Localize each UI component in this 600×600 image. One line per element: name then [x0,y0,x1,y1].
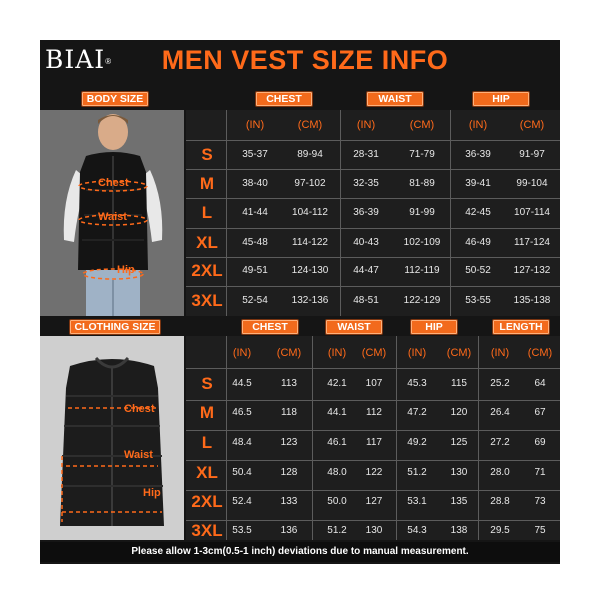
clothing_size-size-label: 3XL [191,521,223,540]
clothing-hip-callout: Hip [143,487,161,499]
clothing_size-cell-value: 135 [450,496,468,507]
clothing_size-cell-value: 25.2 [490,378,510,389]
brand-logo [45,45,113,74]
body_size-cell-value: 102-109 [403,237,441,248]
body-waist-callout: Waist [98,211,127,223]
body_size-unit-header: (CM) [409,119,435,131]
body_size-size-label: XL [196,233,218,252]
clothing_size-cell-value: 50.4 [232,467,252,478]
page-title: MEN VEST SIZE INFO [161,45,449,75]
clothing_size-cell-value: 107 [365,378,383,389]
body-chest-header: CHEST [256,92,312,106]
body_size-row-divider [186,257,560,258]
clothing_size-cell-value: 133 [280,496,298,507]
clothing_size-cell-value: 136 [280,525,298,536]
body_size-cell-value: 114-122 [292,237,328,248]
clothing_size-cell-value: 67 [534,407,546,418]
body_size-cell-value: 35-37 [242,149,268,160]
body_size-cell-value: 117-124 [514,237,550,248]
clothing_size-cell-value: 51.2 [407,467,427,478]
body_size-row-divider [186,140,560,141]
body-chest-callout: Chest [98,177,129,189]
clothing_size-cell-value: 46.5 [232,407,252,418]
body_size-cell-value: 52-54 [242,295,268,306]
clothing_size-cell-value: 44.1 [327,407,347,418]
clothing_size-cell-value: 53.1 [407,496,427,507]
body_size-unit-header: (CM) [519,119,545,131]
clothing_size-cell-value: 49.2 [407,437,427,448]
clothing_size-cell-value: 47.2 [407,407,427,418]
body_size-cell-value: 44-47 [353,265,379,276]
footer-note: Please allow 1-3cm(0.5-1 inch) deviations due to manual measurement. [40,542,560,562]
clothing_size-size-label: S [201,374,213,393]
body_size-row-divider [186,198,560,199]
body_size-cell-value: 40-43 [353,237,379,248]
body_size-cell-value: 32-35 [353,178,379,189]
clothing_size-cell-value: 28.8 [490,496,510,507]
body_size-cell-value: 135-138 [513,295,551,306]
clothing_size-cell-value: 75 [534,525,546,536]
clothing_size-cell-value: 71 [534,467,546,478]
clothing_size-size-label: L [201,433,213,452]
clothing_size-cell-value: 28.0 [490,467,510,478]
clothing_size-row-divider [186,490,560,491]
body_size-cell-value: 122-129 [403,295,441,306]
clothing-hip-header: HIP [411,320,457,334]
vest-illustration [40,336,184,540]
body_size-cell-value: 36-39 [465,149,491,160]
clothing_size-cell-value: 127 [365,496,383,507]
clothing-waist-callout: Waist [124,449,153,461]
clothing_size-size-label: 2XL [191,492,223,511]
body_size-cell-value: 42-45 [465,207,491,218]
clothing-size-label: CLOTHING SIZE [70,320,160,334]
clothing_size-cell-value: 53.5 [232,525,252,536]
clothing_size-cell-value: 48.0 [327,467,347,478]
body_size-cell-value: 91-97 [519,149,545,160]
clothing-chest-header: CHEST [242,320,298,334]
clothing_size-size-label: M [199,403,215,422]
body_size-cell-value: 99-104 [516,178,548,189]
clothing-length-header: LENGTH [493,320,549,334]
body_size-row-divider [186,169,560,170]
body_size-cell-value: 28-31 [353,149,379,160]
clothing_size-cell-value: 29.5 [490,525,510,536]
clothing_size-unit-header: (CM) [276,347,302,359]
body_size-cell-value: 50-52 [465,265,491,276]
body_size-cell-value: 104-112 [292,207,328,218]
body_size-cell-value: 91-99 [409,207,435,218]
body_size-size-label: 2XL [191,261,223,280]
body_size-unit-header: (IN) [468,119,488,131]
clothing_size-cell-value: 52.4 [232,496,252,507]
clothing_size-cell-value: 69 [534,437,546,448]
body-waist-header: WAIST [367,92,423,106]
body_size-cell-value: 81-89 [409,178,435,189]
body_size-row-divider [186,228,560,229]
clothing_size-cell-value: 27.2 [490,437,510,448]
body_size-cell-value: 38-40 [242,178,268,189]
clothing_size-unit-header: (CM) [446,347,472,359]
clothing_size-cell-value: 54.3 [407,525,427,536]
body_size-cell-value: 39-41 [465,178,491,189]
clothing_size-row-divider [186,400,560,401]
clothing_size-cell-value: 113 [281,378,297,389]
clothing_size-cell-value: 130 [450,467,468,478]
clothing_size-unit-header: (IN) [490,347,510,359]
clothing_size-cell-value: 64 [534,378,546,389]
clothing_size-cell-value: 26.4 [490,407,510,418]
clothing_size-cell-value: 46.1 [327,437,347,448]
clothing_size-unit-header: (CM) [361,347,387,359]
clothing_size-unit-header: (IN) [232,347,252,359]
brand-name: BIAI [45,45,106,74]
clothing_size-cell-value: 51.2 [327,525,347,536]
clothing_size-cell-value: 117 [366,437,382,448]
clothing_size-cell-value: 120 [450,407,468,418]
body_size-size-label: S [201,145,213,164]
clothing_size-cell-value: 123 [280,437,298,448]
body_size-cell-value: 48-51 [353,295,379,306]
body_size-size-label: 3XL [191,291,223,310]
body_size-cell-value: 107-114 [514,207,550,218]
body_size-cell-value: 36-39 [353,207,379,218]
body_size-unit-header: (IN) [356,119,376,131]
clothing_size-cell-value: 50.0 [327,496,347,507]
body_size-cell-value: 41-44 [242,207,268,218]
body_size-cell-value: 89-94 [297,149,323,160]
clothing_size-cell-value: 42.1 [327,378,347,389]
clothing_size-cell-value: 44.5 [232,378,252,389]
body_size-row-divider [186,286,560,287]
body-size-label: BODY SIZE [82,92,148,106]
clothing_size-cell-value: 73 [534,496,546,507]
body_size-cell-value: 124-130 [291,265,329,276]
clothing_size-cell-value: 128 [280,467,298,478]
vest-flat-photo [40,336,184,540]
body_size-cell-value: 46-49 [465,237,491,248]
body_size-size-label: M [199,174,215,193]
clothing_size-cell-value: 125 [450,437,468,448]
clothing_size-row-divider [186,460,560,461]
body_size-cell-value: 97-102 [294,178,326,189]
clothing_size-unit-header: (IN) [407,347,427,359]
body_size-unit-header: (IN) [245,119,265,131]
clothing-chest-callout: Chest [124,403,155,415]
body_size-cell-value: 132-136 [291,295,329,306]
brand-mark: ® [105,57,113,66]
clothing_size-cell-value: 122 [365,467,383,478]
clothing_size-cell-value: 48.4 [232,437,252,448]
clothing_size-row-divider [186,368,560,369]
clothing-waist-header: WAIST [326,320,382,334]
body-hip-header: HIP [473,92,529,106]
body_size-cell-value: 112-119 [404,265,440,276]
body_size-cell-value: 53-55 [465,295,491,306]
body-hip-callout: Hip [117,264,135,276]
clothing_size-cell-value: 138 [450,525,468,536]
clothing_size-cell-value: 45.3 [407,378,427,389]
clothing_size-cell-value: 112 [366,407,382,418]
clothing_size-unit-header: (IN) [327,347,347,359]
body_size-cell-value: 71-79 [409,149,435,160]
body_size-unit-header: (CM) [297,119,323,131]
clothing_size-cell-value: 115 [451,378,467,389]
clothing_size-unit-header: (CM) [527,347,553,359]
body_size-size-label: L [201,203,213,222]
clothing_size-row-divider [186,430,560,431]
body_size-cell-value: 49-51 [242,265,268,276]
clothing_size-cell-value: 118 [281,407,297,418]
body_size-cell-value: 127-132 [513,265,551,276]
clothing_size-size-label: XL [196,463,218,482]
clothing_size-row-divider [186,520,560,521]
body_size-cell-value: 45-48 [242,237,268,248]
clothing_size-cell-value: 130 [365,525,383,536]
